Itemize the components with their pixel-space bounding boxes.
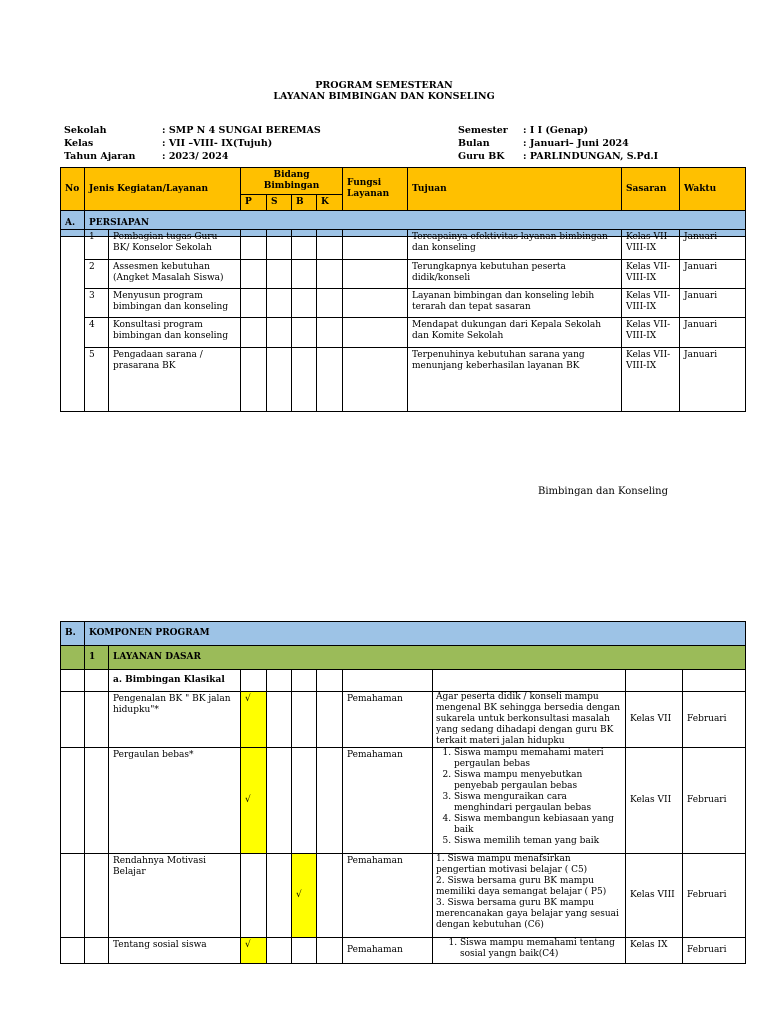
- row-jenis: Rendahnya Motivasi Belajar: [109, 854, 241, 938]
- section-code: B.: [61, 622, 85, 646]
- row-no: 3: [85, 289, 109, 318]
- header-b: B: [292, 195, 317, 211]
- table-row: [61, 854, 746, 938]
- row-waktu: Januari: [680, 289, 746, 318]
- header-s: S: [267, 195, 292, 211]
- tujuan-item: 3. Siswa menguraikan cara menghindari pergaulan bebas: [454, 792, 622, 814]
- row-tujuan: [433, 938, 626, 964]
- row-fungsi: Pemahaman: [343, 748, 433, 854]
- row-sasaran: Kelas VII: [626, 692, 683, 748]
- row-jenis: Assesmen kebutuhan (Angket Masalah Siswa): [109, 260, 241, 289]
- subsection-a-label: a. Bimbingan Klasikal: [109, 670, 241, 692]
- section-label: PERSIAPAN: [85, 211, 746, 237]
- row-tujuan: Mendapat dukungan dari Kepala Sekolah dan Komite Sekolah: [408, 318, 622, 348]
- row-tujuan: Tercapainya efektivitas layanan bimbingan dan konseling: [408, 230, 622, 260]
- header-fungsi-line1: Fungsi: [347, 178, 382, 188]
- tujuan-item: 4. Siswa membangun kebiasaan yang baik: [454, 814, 622, 836]
- table-persiapan-rows: [60, 229, 746, 412]
- tujuan-item: 1. Siswa mampu menafsirkan pengertian motivasi belajar ( C5): [436, 854, 588, 875]
- row-no: 1: [85, 230, 109, 260]
- table-row: [61, 938, 746, 964]
- table-row: [61, 748, 746, 854]
- header-fungsi: [343, 168, 408, 211]
- subsection-label: LAYANAN DASAR: [109, 646, 746, 670]
- table-row: [61, 230, 746, 260]
- section-label: KOMPONEN PROGRAM: [85, 622, 746, 646]
- row-tujuan: Layanan bimbingan dan konseling lebih terarah dan tepat sasaran: [408, 289, 622, 318]
- row-waktu: Januari: [680, 348, 746, 412]
- info-value: : VII –VIII- IX(Tujuh): [162, 138, 273, 149]
- tujuan-item: 5. Siswa memilih teman yang baik: [454, 836, 622, 847]
- row-sasaran: Kelas VII-VIII-IX: [622, 318, 680, 348]
- section-code: A.: [61, 211, 85, 237]
- row-sasaran: Kelas VII-VIII-IX: [622, 348, 680, 412]
- table-persiapan: [60, 167, 746, 237]
- tujuan-item: 2. Siswa mampu menyebutkan penyebab pergaulan bebas: [454, 770, 622, 792]
- row-sasaran: Kelas VII-VIII-IX: [622, 230, 680, 260]
- info-label: Kelas: [64, 138, 94, 149]
- row-waktu: Februari: [683, 854, 746, 938]
- info-label: Tahun Ajaran: [64, 151, 136, 162]
- row-no: 5: [85, 348, 109, 412]
- row-fungsi: Pemahaman: [343, 854, 433, 938]
- left-info-block: [64, 124, 321, 163]
- header-sasaran: Sasaran: [622, 168, 680, 211]
- row-sasaran: Kelas VII-VIII-IX: [622, 289, 680, 318]
- row-tujuan: [433, 748, 626, 854]
- row-tujuan: Terungkapnya kebutuhan peserta didik/konseli: [408, 260, 622, 289]
- info-label: Guru BK: [458, 151, 505, 162]
- row-tujuan: Agar peserta didik / konseli mampu mengenal BK sehingga bersedia dengan sukarela untuk berkonsultasi masalah yang sedang dihadapi dengan guru BK terkait materi jalan hidupku: [433, 692, 626, 748]
- row-waktu: Februari: [683, 692, 746, 748]
- header-waktu: Waktu: [680, 168, 746, 211]
- tujuan-item: 2. Siswa bersama guru BK mampu memiliki daya semangat belajar ( P5): [436, 876, 607, 897]
- row-jenis: Tentang sosial siswa: [109, 938, 241, 964]
- table-row: [61, 260, 746, 289]
- row-no: 4: [85, 318, 109, 348]
- info-value: : Januari– Juni 2024: [523, 138, 629, 149]
- row-waktu: Januari: [680, 260, 746, 289]
- header-k: K: [317, 195, 343, 211]
- row-waktu: Januari: [680, 318, 746, 348]
- check-mark: √: [241, 748, 267, 854]
- row-waktu: Februari: [683, 938, 746, 964]
- header-bidang: Bidang Bimbingan: [241, 168, 343, 195]
- row-jenis: Pengadaan sarana / prasarana BK: [109, 348, 241, 412]
- row-sasaran: Kelas VII-VIII-IX: [622, 260, 680, 289]
- right-info-block: [458, 124, 658, 163]
- check-mark: √: [241, 692, 267, 748]
- row-fungsi: Pemahaman: [343, 692, 433, 748]
- doc-title: PROGRAM SEMESTERAN: [315, 80, 453, 91]
- tujuan-item: 1. Siswa mampu memahami tentang sosial yangn baik(C4): [460, 938, 622, 960]
- row-tujuan: Terpenuhinya kebutuhan sarana yang menunjang keberhasilan layanan BK: [408, 348, 622, 412]
- row-no: 2: [85, 260, 109, 289]
- header-fungsi-line2: Layanan: [347, 189, 390, 199]
- info-label: Bulan: [458, 138, 490, 149]
- subsection-no: 1: [85, 646, 109, 670]
- row-jenis: Pembagian tugas Guru BK/ Konselor Sekolah: [109, 230, 241, 260]
- info-value: : SMP N 4 SUNGAI BEREMAS: [162, 125, 321, 136]
- header-tujuan: Tujuan: [408, 168, 622, 211]
- row-waktu: Januari: [680, 230, 746, 260]
- info-label: Semester: [458, 125, 508, 136]
- footer-note: Bimbingan dan Konseling: [538, 486, 668, 497]
- table-row: [61, 318, 746, 348]
- tujuan-item: 3. Siswa bersama guru BK mampu merencanakan gaya belajar yang sesuai dengan kebutuhan (C6): [436, 898, 619, 930]
- doc-subtitle: LAYANAN BIMBINGAN DAN KONSELING: [273, 91, 495, 102]
- row-jenis: Menyusun program bimbingan dan konseling: [109, 289, 241, 318]
- check-mark: √: [241, 938, 267, 964]
- table-komponen: [60, 621, 746, 964]
- row-tujuan: [433, 854, 626, 938]
- row-sasaran: Kelas IX: [626, 938, 683, 964]
- row-jenis: Pengenalan BK " BK jalan hidupku"*: [109, 692, 241, 748]
- table-row: [61, 348, 746, 412]
- header-no: No: [61, 168, 85, 211]
- row-waktu: Februari: [683, 748, 746, 854]
- row-jenis: Konsultasi program bimbingan dan konseling: [109, 318, 241, 348]
- row-sasaran: Kelas VII: [626, 748, 683, 854]
- row-fungsi: Pemahaman: [343, 938, 433, 964]
- table-row: [61, 692, 746, 748]
- info-value: : 2023/ 2024: [162, 151, 229, 162]
- check-mark: √: [292, 854, 317, 938]
- info-value: : I I (Genap): [523, 125, 589, 136]
- row-jenis: Pergaulan bebas*: [109, 748, 241, 854]
- header-p: P: [241, 195, 267, 211]
- row-sasaran: Kelas VIII: [626, 854, 683, 938]
- info-value: : PARLINDUNGAN, S.Pd.I: [523, 151, 659, 162]
- info-label: Sekolah: [64, 125, 107, 136]
- header-jenis: Jenis Kegiatan/Layanan: [85, 168, 241, 211]
- tujuan-item: 1. Siswa mampu memahami materi pergaulan bebas: [454, 748, 622, 770]
- table-row: [61, 289, 746, 318]
